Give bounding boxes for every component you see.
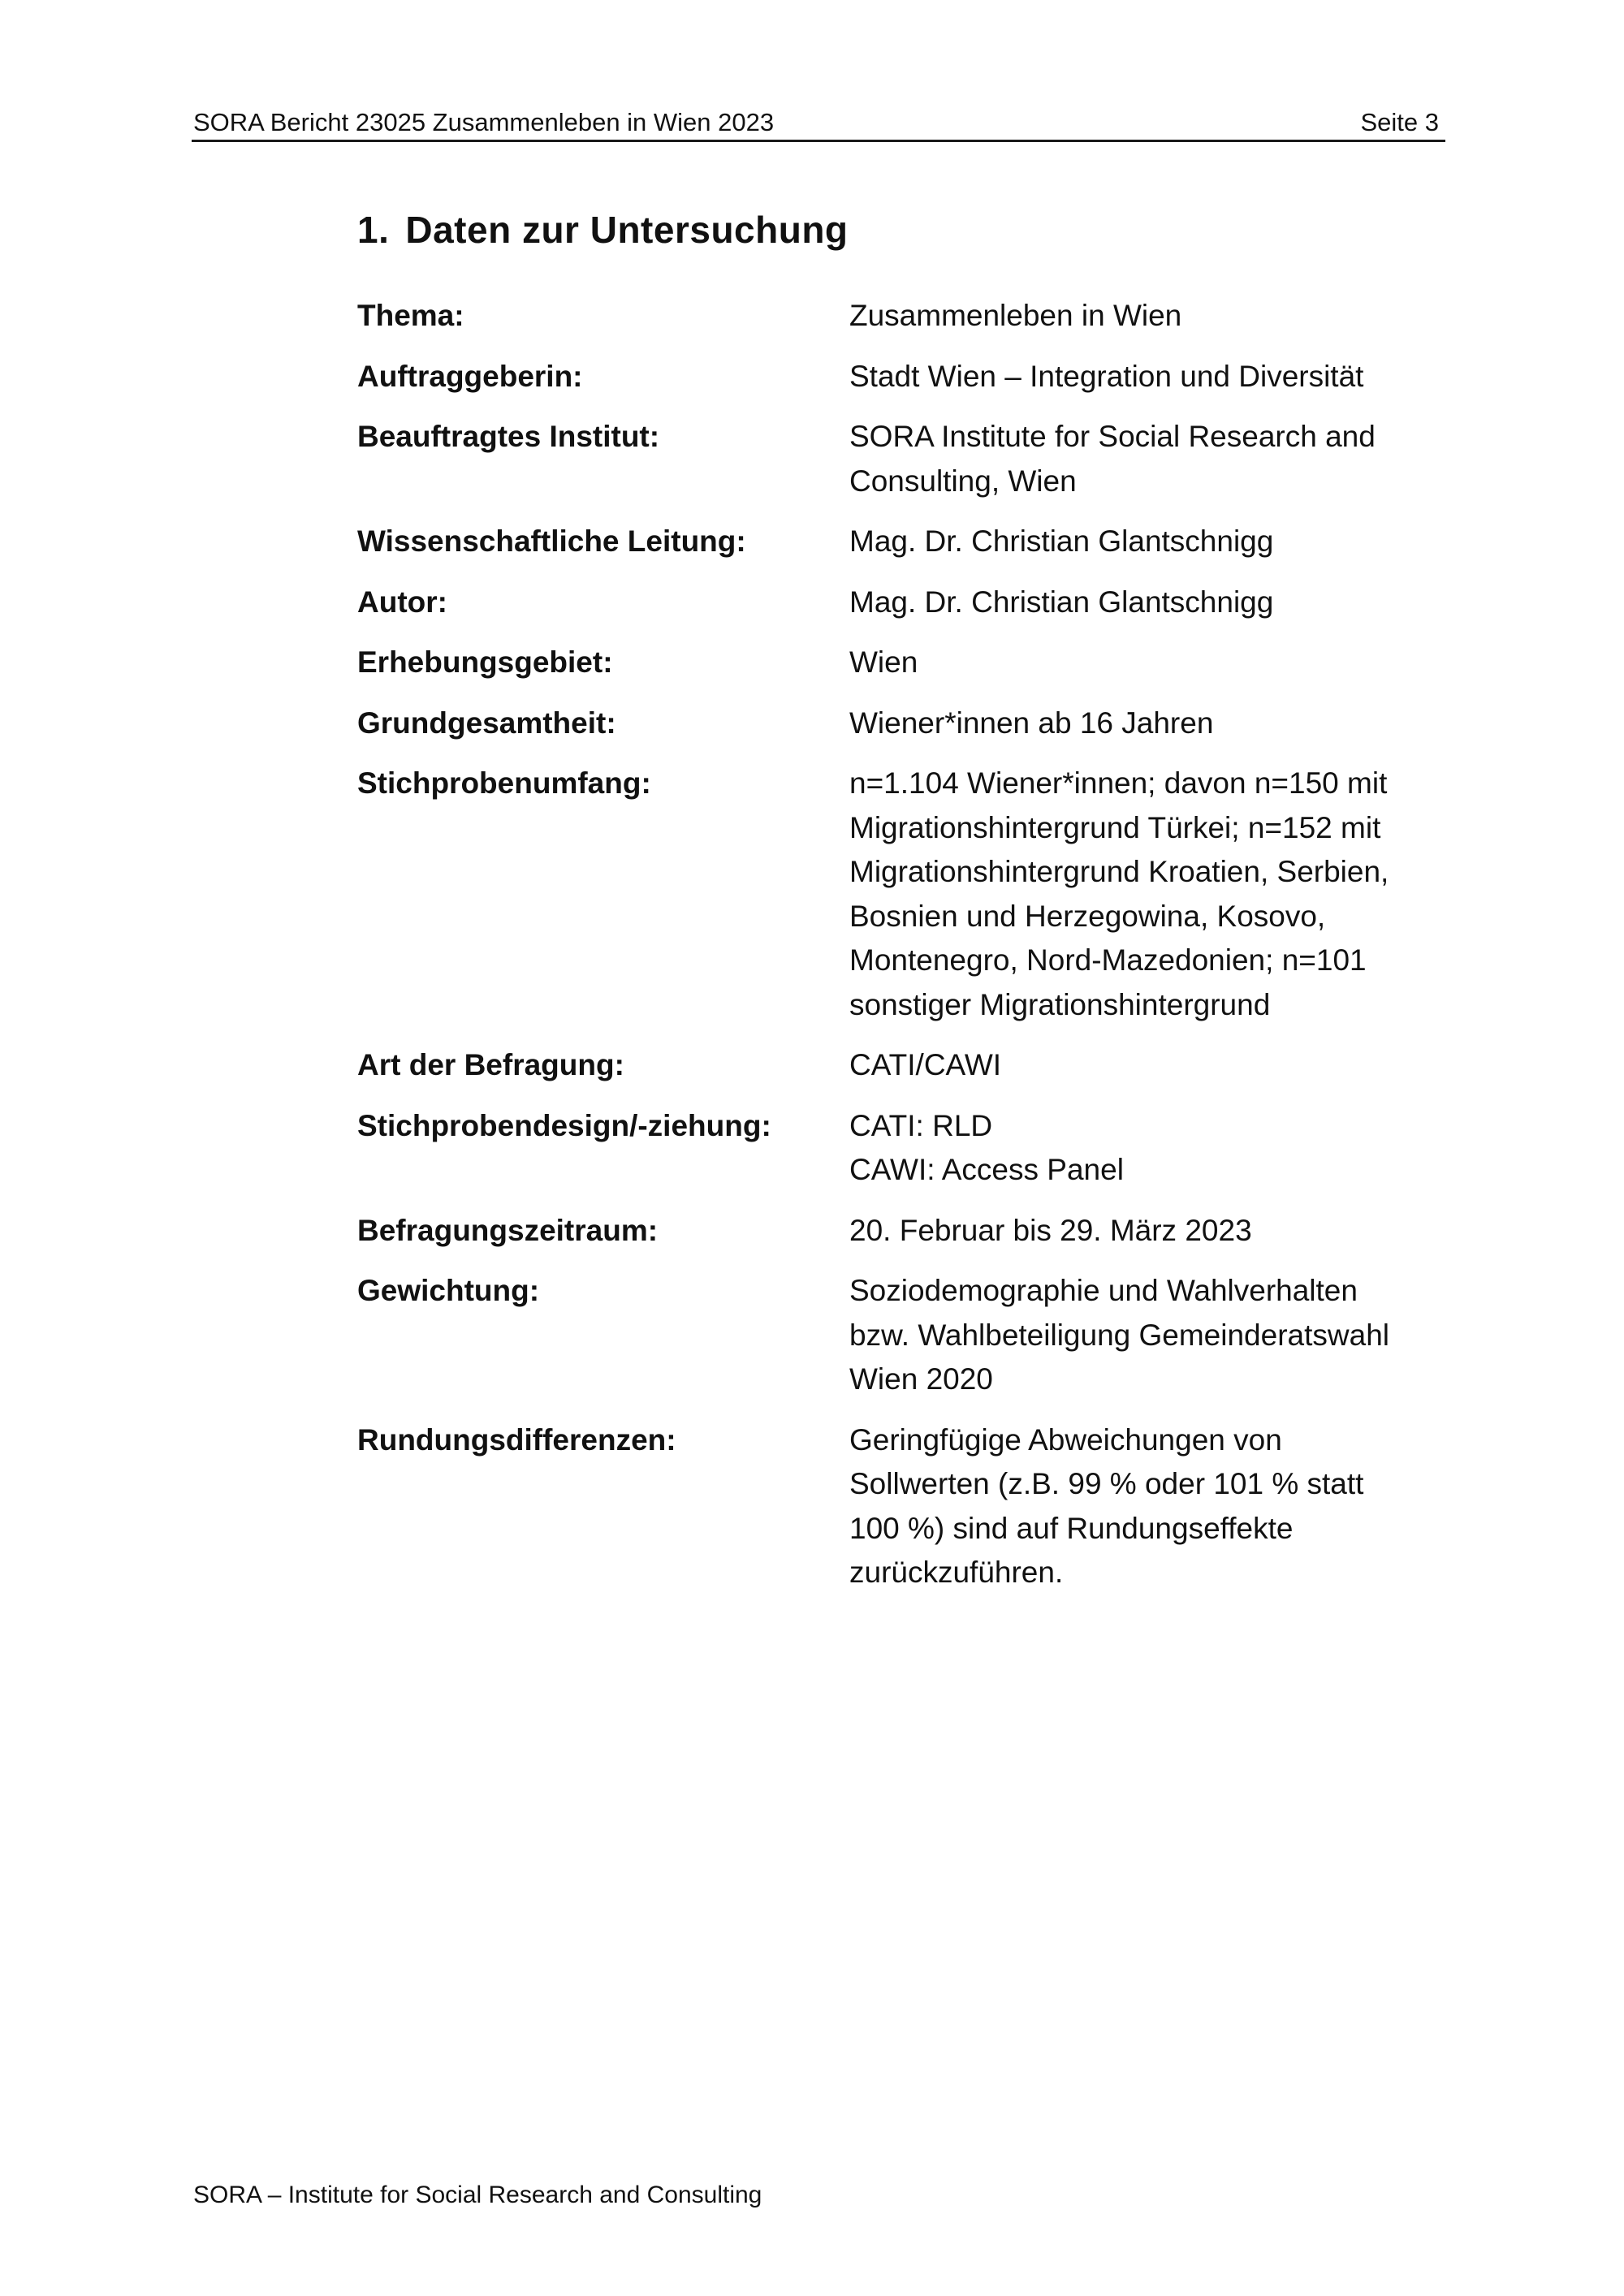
data-row-value-line: SORA Institute for Social Research and <box>849 420 1376 453</box>
data-row <box>357 641 1445 685</box>
data-row <box>357 1209 1445 1254</box>
data-row-value <box>849 1418 1434 1595</box>
data-row-label: Gewichtung: <box>357 1274 540 1307</box>
data-row-value-line: 20. Februar bis 29. März 2023 <box>849 1213 1252 1247</box>
data-row-value-line: Soziodemographie und Wahlverhalten <box>849 1274 1358 1307</box>
data-row-value-line: Geringfügige Abweichungen von <box>849 1422 1282 1457</box>
data-row-value <box>849 762 1434 1027</box>
data-row-value-line: n=1.104 Wiener*innen; davon n=150 mit <box>849 766 1388 800</box>
header-report-title: SORA Bericht 23025 Zusammenleben in Wien 2023 <box>193 108 775 136</box>
data-row-label: Art der Befragung: <box>357 1048 624 1081</box>
footer-institute: SORA – Institute for Social Research and Consulting <box>193 2182 762 2208</box>
data-row <box>357 1043 1445 1088</box>
data-row-label: Erhebungsgebiet: <box>357 645 613 679</box>
data-row <box>357 580 1445 625</box>
data-row <box>357 415 1445 503</box>
data-row-value-line: Migrationshintergrund Kroatien, Serbien, <box>849 855 1389 888</box>
data-row-value <box>849 520 1434 564</box>
data-row-label: Auftraggeberin: <box>357 359 583 393</box>
data-row-value-line: Migrationshintergrund Türkei; n=152 mit <box>849 810 1381 844</box>
data-row <box>357 1104 1445 1193</box>
data-row-value <box>849 1269 1434 1402</box>
page-footer <box>193 2179 762 2212</box>
data-row-value-line: Wien 2020 <box>849 1362 993 1396</box>
data-row <box>357 355 1445 399</box>
data-row-value-line: Zusammenleben in Wien <box>849 299 1182 332</box>
data-row <box>357 520 1445 564</box>
study-data-table <box>357 294 1445 1612</box>
data-row-value <box>849 1104 1434 1193</box>
data-row-value-line: Sollwerten (z.B. 99 % oder 101 % statt <box>849 1467 1364 1500</box>
data-row-value-line: sonstiger Migrationshintergrund <box>849 987 1271 1021</box>
data-row-label: Grundgesamtheit: <box>357 706 616 740</box>
data-row-value-line: CAWI: Access Panel <box>849 1153 1124 1186</box>
data-row-value <box>849 580 1434 625</box>
data-row-label: Rundungsdifferenzen: <box>357 1422 676 1457</box>
data-row-value-line: Wiener*innen ab 16 Jahren <box>849 706 1214 740</box>
data-row <box>357 1269 1445 1402</box>
data-row-label: Autor: <box>357 585 447 619</box>
data-row-value-line: Montenegro, Nord-Mazedonien; n=101 <box>849 943 1367 977</box>
data-row <box>357 762 1445 1027</box>
data-row-value-line: CATI: RLD <box>849 1108 993 1142</box>
data-row-label: Wissenschaftliche Leitung: <box>357 524 746 558</box>
data-row-value <box>849 641 1434 685</box>
data-row-value <box>849 701 1434 746</box>
data-row <box>357 701 1445 746</box>
data-row <box>357 294 1445 339</box>
data-row-value-line: 100 %) sind auf Rundungseffekte <box>849 1511 1294 1545</box>
header-page-number: Seite 3 <box>1360 108 1439 136</box>
data-row-value-line: Bosnien und Herzegowina, Kosovo, <box>849 899 1326 933</box>
data-row-value-line: Stadt Wien – Integration und Diversität <box>849 359 1364 393</box>
section-title-text: Daten zur Untersuchung <box>405 209 849 251</box>
data-row-value <box>849 415 1434 503</box>
data-row-value-line: Mag. Dr. Christian Glantschnigg <box>849 585 1274 619</box>
data-row-value-line: Consulting, Wien <box>849 464 1077 498</box>
data-row-value <box>849 294 1434 339</box>
data-row-value <box>849 355 1434 399</box>
section-number: 1. <box>357 209 390 251</box>
data-row-value-line: Mag. Dr. Christian Glantschnigg <box>849 524 1274 558</box>
data-row-value <box>849 1043 1434 1088</box>
data-row-label: Stichprobenumfang: <box>357 766 651 800</box>
data-row <box>357 1418 1445 1595</box>
data-row-label: Beauftragtes Institut: <box>357 420 660 453</box>
data-row-value-line: bzw. Wahlbeteiligung Gemeinderatswahl <box>849 1318 1389 1352</box>
data-row-value-line: zurückzuführen. <box>849 1556 1064 1589</box>
page-header <box>192 99 1445 142</box>
data-row-label: Befragungszeitraum: <box>357 1213 659 1247</box>
data-row-value-line: Wien <box>849 645 918 679</box>
data-row-label: Thema: <box>357 299 464 332</box>
section-title <box>357 201 849 258</box>
data-row-value-line: CATI/CAWI <box>849 1048 1002 1081</box>
data-row-value <box>849 1209 1434 1254</box>
data-row-label: Stichprobendesign/-ziehung: <box>357 1108 771 1142</box>
